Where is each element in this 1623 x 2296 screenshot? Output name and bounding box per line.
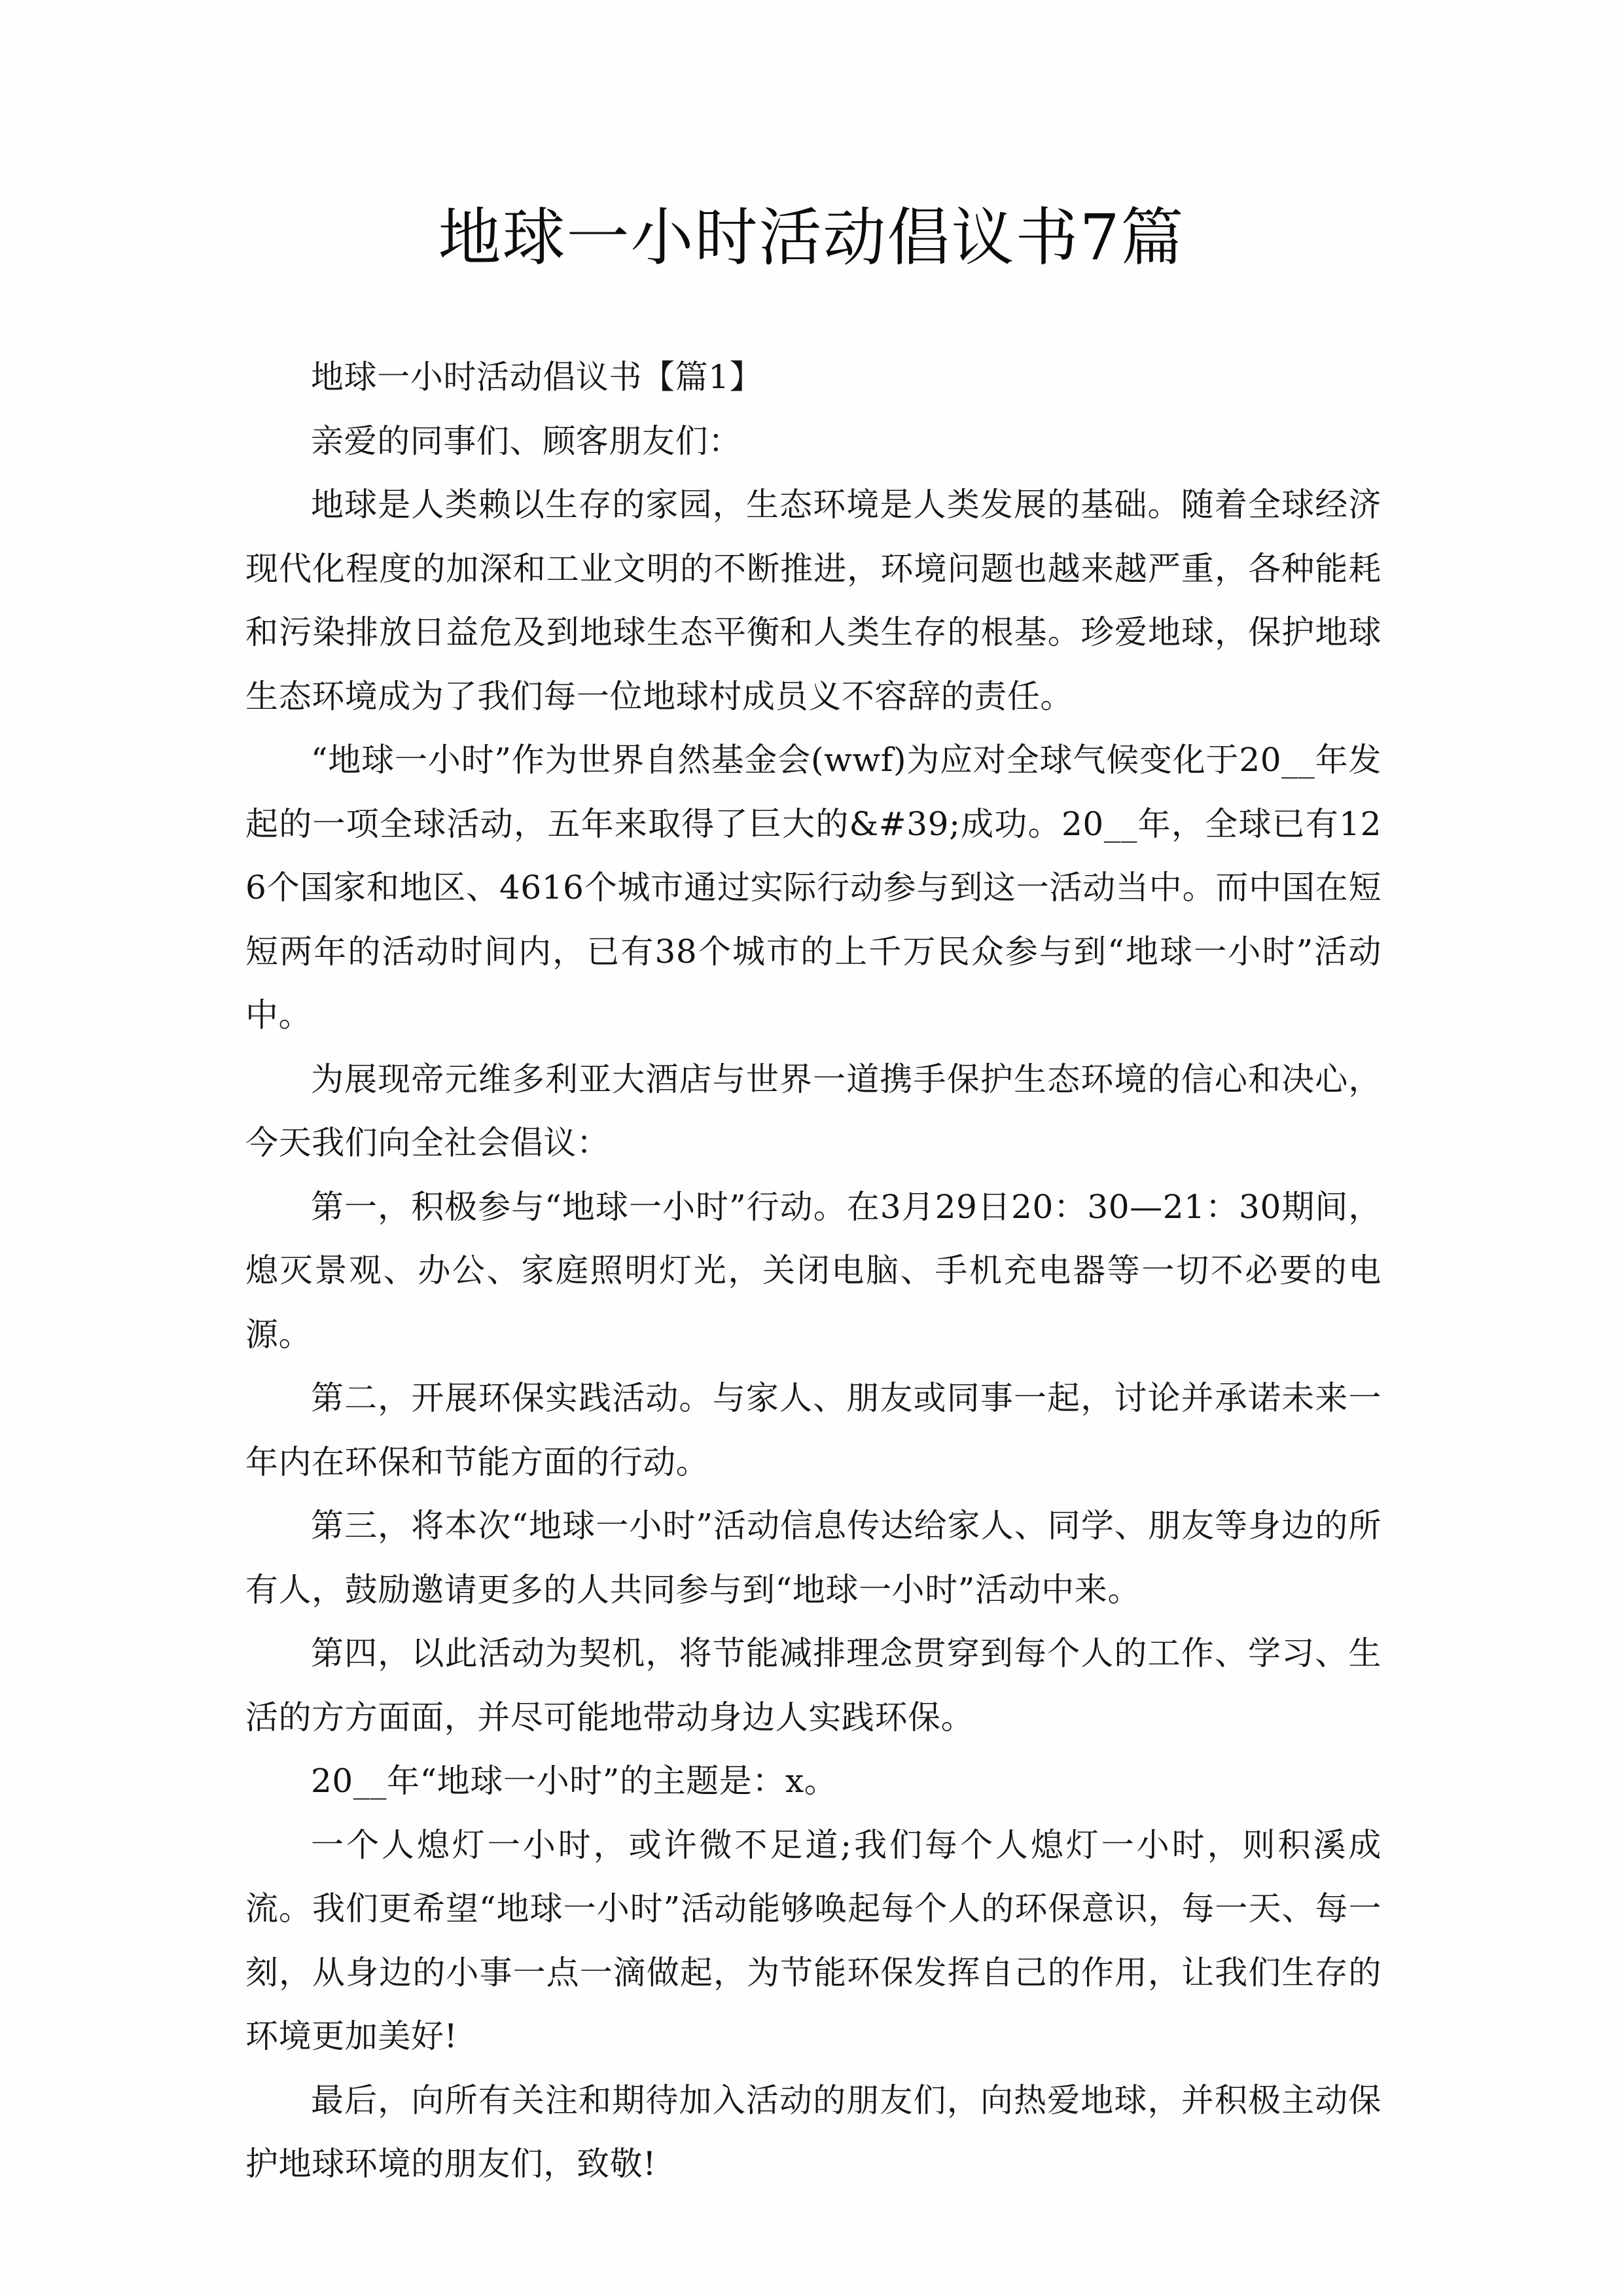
paragraph: 为展现帝元维多利亚大酒店与世界一道携手保护生态环境的信心和决心，今天我们向全社会倡议： [245,1060,1382,1162]
document-title: 地球一小时活动倡议书7篇 [438,201,1185,274]
closing-paragraph: 最后，向所有关注和期待加入活动的朋友们，向热爱地球，并积极主动保护地球环境的朋友们，致敬! [245,2081,1382,2183]
proposal-item: 第二，开展环保实践活动。与家人、朋友或同事一起，讨论并承诺未来一年内在环保和节能方面的行动。 [245,1379,1382,1481]
salutation: 亲爱的同事们、顾客朋友们： [311,422,741,460]
paragraph: 地球是人类赖以生存的家园，生态环境是人类发展的基础。随着全球经济现代化程度的加深和工业文明的不断推进，环境问题也越来越严重，各种能耗和污染排放日益危及到地球生态平衡和人类生存的根基。珍爱地球，保护地球生态环境成为了我们每一位地球村成员义不容辞的责任。 [245,486,1382,715]
theme-statement: 20__年“地球一小时”的主题是：x。 [311,1762,838,1800]
section-heading: 地球一小时活动倡议书【篇1】 [311,358,763,396]
proposal-item: 第四，以此活动为契机，将节能减排理念贯穿到每个人的工作、学习、生活的方方面面，并尽可能地带动身边人实践环保。 [245,1634,1382,1736]
paragraph: 一个人熄灯一小时，或许微不足道;我们每个人熄灯一小时，则积溪成流。我们更希望“地球一小时”活动能够唤起每个人的环保意识，每一天、每一刻，从身边的小事一点一滴做起，为节能环保发挥自己的作用，让我们生存的环境更加美好! [245,1825,1382,2055]
proposal-item: 第一，积极参与“地球一小时”行动。在3月29日20：30—21：30期间，熄灭景观、办公、家庭照明灯光，关闭电脑、手机充电器等一切不必要的电源。 [245,1187,1382,1354]
paragraph: “地球一小时”作为世界自然基金会(wwf)为应对全球气候变化于20__年发起的一项全球活动，五年来取得了巨大的&#39;成功。20__年，全球已有126个国家和地区、4616个城市通过实际行动参与到这一活动当中。而中国在短短两年的活动时间内，已有38个城市的上千万民众参与到“地球一小时”活动中。 [245,741,1382,1034]
proposal-item: 第三，将本次“地球一小时”活动信息传达给家人、同学、朋友等身边的所有人，鼓励邀请更多的人共同参与到“地球一小时”活动中来。 [245,1507,1382,1609]
document-body [245,346,1382,2197]
